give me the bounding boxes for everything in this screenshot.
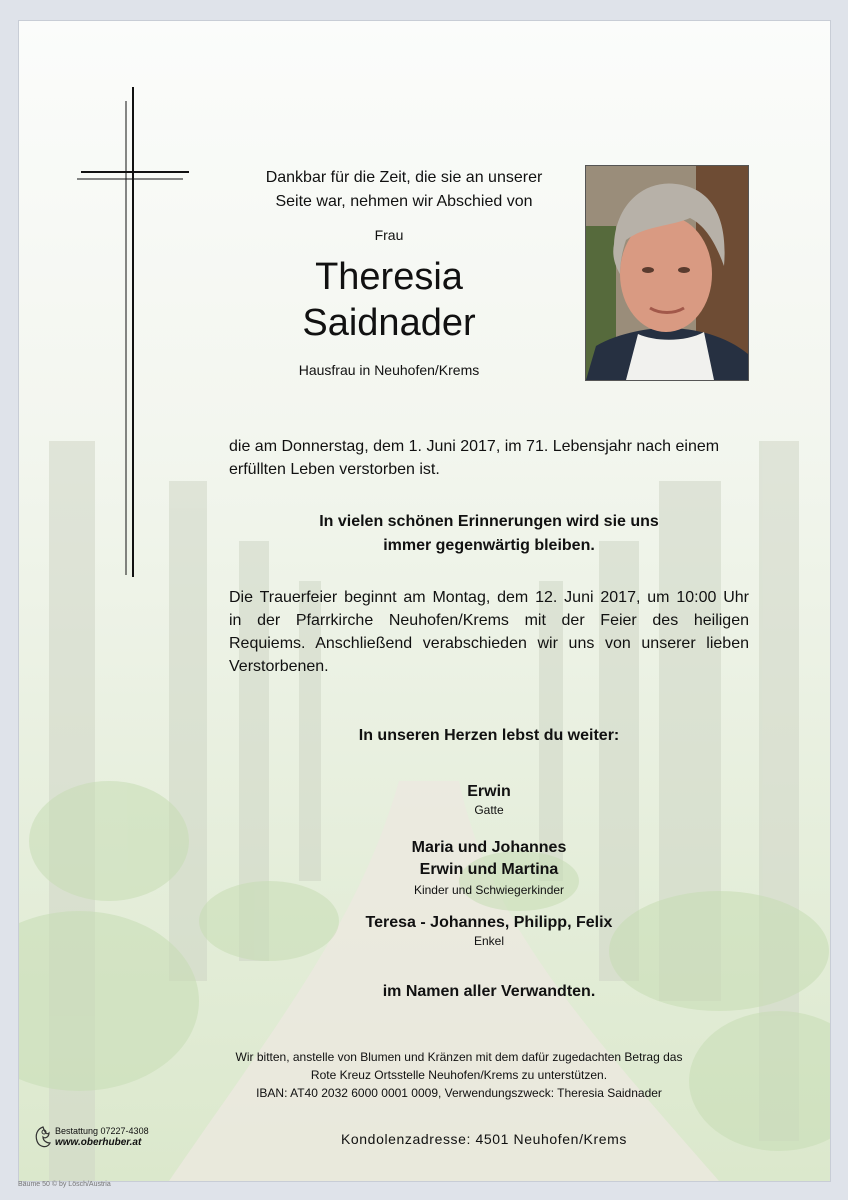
mourner-name: Erwin — [467, 783, 511, 800]
undertaker-logo — [33, 1125, 173, 1157]
first-name: Theresia — [315, 256, 463, 298]
mourner-name: Teresa - Johannes, Philipp, Felix — [365, 914, 613, 931]
mourner-role: Enkel — [473, 934, 505, 948]
deceased-name — [249, 254, 529, 346]
mourner-group-children — [269, 837, 709, 897]
intro-line-1: Dankbar für die Zeit, die sie an unserer — [265, 169, 543, 186]
donation-request — [179, 1048, 739, 1102]
funeral-line-3: Requiems. Anschließend verabschieden wir uns von unserer lieben — [229, 635, 749, 652]
undertaker-website: www.oberhuber.at — [55, 1137, 142, 1148]
donation-line-3: IBAN: AT40 2032 6000 0001 0009, Verwendungszweck: Theresia Saidnader — [256, 1086, 662, 1100]
funeral-info — [229, 586, 749, 678]
angel-icon — [33, 1125, 53, 1151]
notice-content — [19, 21, 830, 1181]
obituary-card — [18, 20, 831, 1182]
donation-line-2: Rote Kreuz Ortsstelle Neuhofen/Krems zu unterstützen. — [310, 1068, 608, 1082]
mourner-group-spouse — [269, 783, 709, 817]
credit-line: Bäume 50 © by Lösch/Austria — [18, 1181, 111, 1188]
mourner-name: Maria und Johannes — [411, 839, 567, 856]
mourner-role: Gatte — [474, 803, 504, 817]
memory-text — [229, 510, 749, 558]
death-notice-line-2: erfüllten Leben verstorben ist. — [229, 461, 440, 478]
cross-icon — [75, 87, 195, 577]
memory-line-1: In vielen schönen Erinnerungen wird sie uns — [319, 513, 659, 530]
mourner-role: Kinder und Schwiegerkinder — [413, 883, 565, 897]
donation-line-1: Wir bitten, anstelle von Blumen und Kränzen mit dem dafür zugedachten Betrag das — [235, 1050, 683, 1064]
hearts-heading: In unseren Herzen lebst du weiter: — [358, 727, 620, 744]
death-notice — [229, 435, 749, 481]
funeral-line-1: Die Trauerfeier beginnt am Montag, dem 12. Juni 2017, um 10:00 Uhr — [229, 589, 749, 606]
intro-line-2: Seite war, nehmen wir Abschied von — [275, 193, 533, 210]
death-notice-line-1: die am Donnerstag, dem 1. Juni 2017, im 71. Lebensjahr nach einem — [229, 438, 720, 455]
funeral-line-2: in der Pfarrkirche Neuhofen/Krems mit der Feier des heiligen — [229, 612, 749, 629]
funeral-line-4: Verstorbenen. — [229, 658, 329, 675]
undertaker-line-1: Bestattung 07227-4308 — [55, 1126, 149, 1136]
condolence-address: Kondolenzadresse: 4501 Neuhofen/Krems — [340, 1131, 628, 1147]
intro-text — [199, 166, 609, 214]
portrait-photo — [585, 165, 749, 381]
relatives-line: im Namen aller Verwandten. — [382, 983, 596, 1000]
mourner-name: Erwin und Martina — [419, 861, 559, 878]
memory-line-2: immer gegenwärtig bleiben. — [383, 537, 595, 554]
portrait-image — [586, 166, 748, 380]
occupation: Hausfrau in Neuhofen/Krems — [298, 362, 480, 378]
salutation: Frau — [374, 227, 404, 243]
mourner-group-grandchildren — [269, 914, 709, 948]
last-name: Saidnader — [302, 302, 476, 344]
